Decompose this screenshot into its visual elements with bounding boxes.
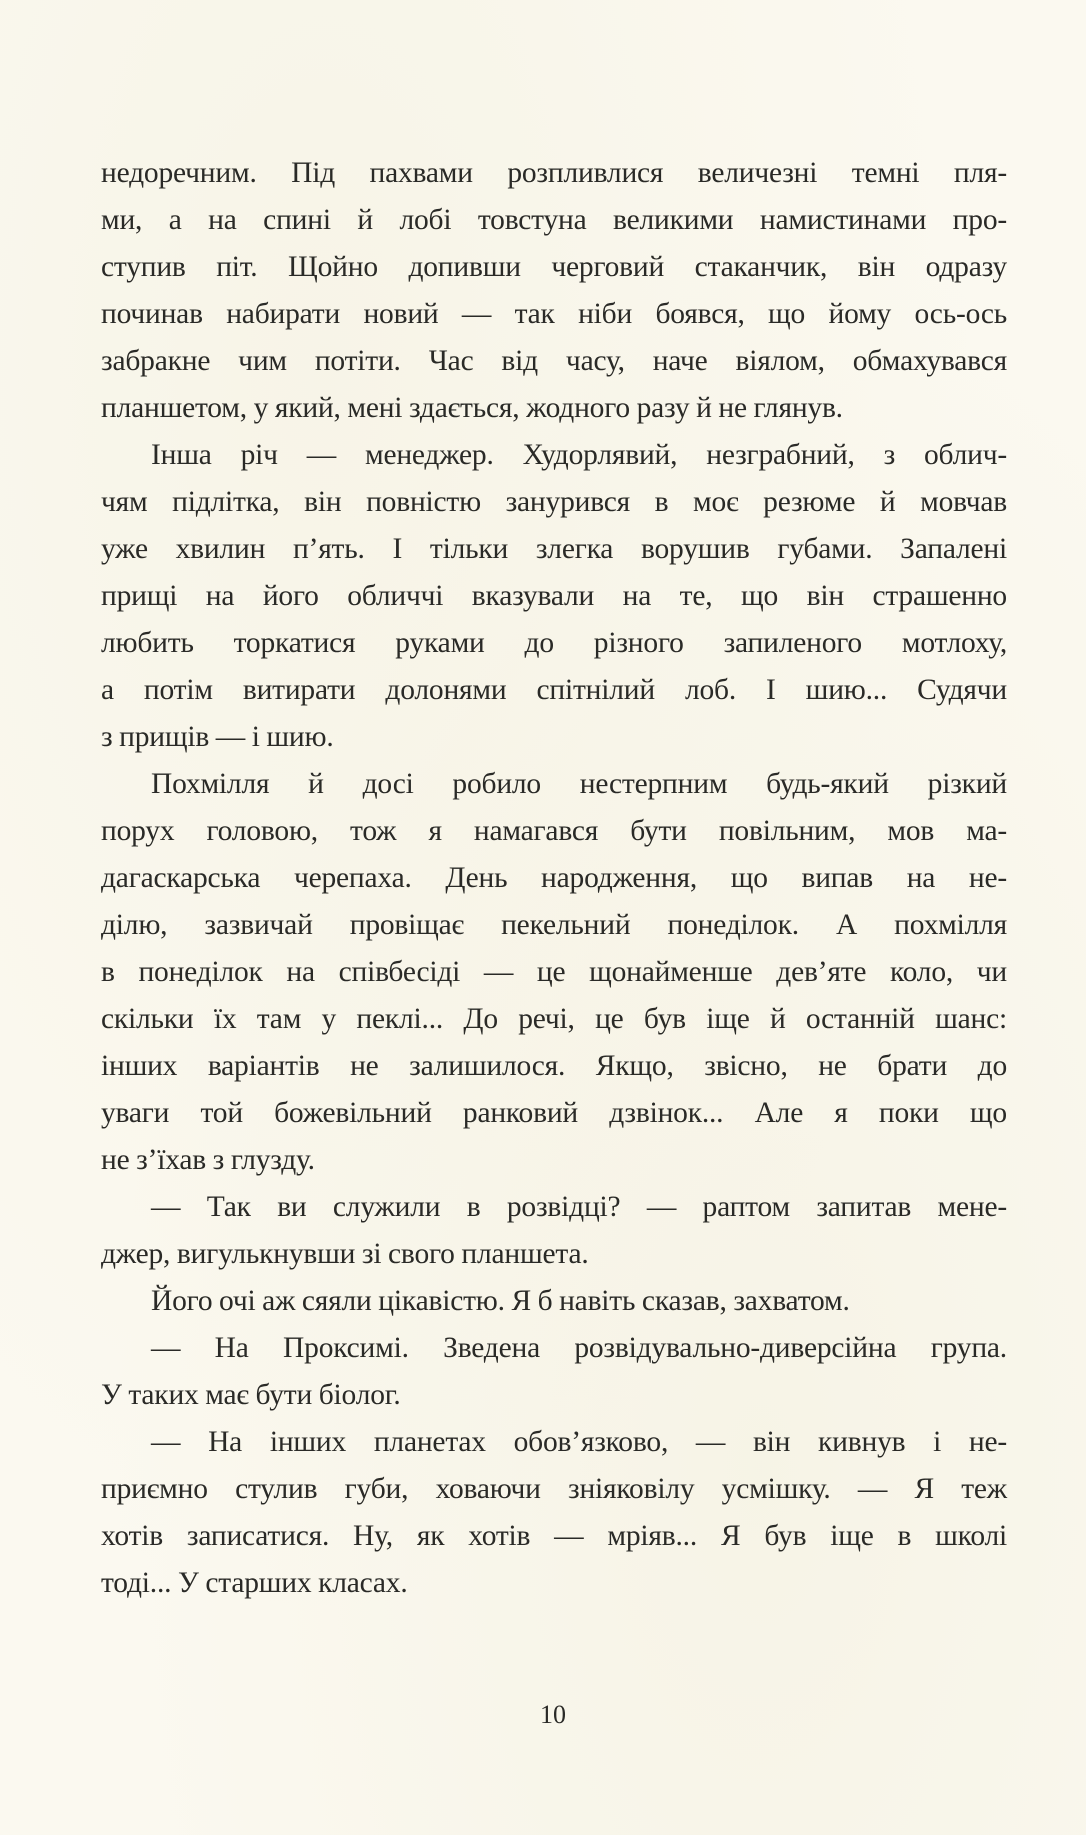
page-number: 10 — [540, 1700, 566, 1729]
text-line: в понеділок на співбесіді — це щонайменше дев’яте коло, чи — [101, 956, 1007, 988]
text-line: не з’їхав з глузду. — [101, 1144, 315, 1176]
text-line: з прищів — і шию. — [101, 721, 334, 753]
text-line: інших варіантів не залишилося. Якщо, звісно, не брати до — [101, 1050, 1007, 1082]
text-line: чям підлітка, він повністю занурився в моє резюме й мовчав — [101, 486, 1007, 518]
text-line: забракне чим потіти. Час від часу, наче віялом, обмахувався — [101, 345, 1007, 377]
text-line: Його очі аж сяяли цікавістю. Я б навіть сказав, захватом. — [151, 1285, 850, 1317]
text-line: — На Проксимі. Зведена розвідувально-диверсійна група. — [151, 1332, 1007, 1364]
text-line: а потім витирати долонями спітнілий лоб. І шию... Судячи — [101, 674, 1007, 706]
text-line: скільки їх там у пеклі... До речі, це був іще й останній шанс: — [101, 1003, 1007, 1035]
text-line: недоречним. Під пахвами розпливлися величезні темні пля- — [101, 157, 1007, 189]
text-line: У таких має бути біолог. — [101, 1379, 401, 1411]
text-line: починав набирати новий — так ніби боявся, що йому ось-ось — [101, 298, 1007, 330]
text-line: приємно стулив губи, ховаючи зніяковілу усмішку. — Я теж — [101, 1473, 1007, 1505]
body-text — [101, 150, 1007, 1607]
text-line: уже хвилин п’ять. І тільки злегка ворушив губами. Запалені — [101, 533, 1007, 565]
text-line: Похмілля й досі робило нестерпним будь-який різкий — [151, 768, 1007, 800]
text-line: ми, а на спині й лобі товстуна великими намистинами про- — [101, 204, 1007, 236]
text-line: любить торкатися руками до різного запиленого мотлоху, — [101, 627, 1007, 659]
text-line: ділю, зазвичай провіщає пекельний понеділок. А похмілля — [101, 909, 1007, 941]
text-line: прищі на його обличчі вказували на те, що він страшенно — [101, 580, 1007, 612]
text-line: джер, вигулькнувши зі свого планшета. — [101, 1238, 589, 1270]
text-line: — На інших планетах обов’язково, — він кивнув і не- — [151, 1426, 1007, 1458]
text-line: Інша річ — менеджер. Худорлявий, незграбний, з облич- — [151, 439, 1007, 471]
text-line: ступив піт. Щойно допивши черговий стаканчик, він одразу — [101, 251, 1007, 283]
text-line: дагаскарська черепаха. День народження, що випав на не- — [101, 862, 1007, 894]
text-line: тоді... У старших класах. — [101, 1567, 408, 1599]
text-line: уваги той божевільний ранковий дзвінок... Але я поки що — [101, 1097, 1007, 1129]
text-line: — Так ви служили в розвідці? — раптом запитав мене- — [151, 1191, 1007, 1223]
text-line: планшетом, у який, мені здається, жодного разу й не глянув. — [101, 392, 843, 424]
text-line: хотів записатися. Ну, як хотів — мріяв... Я був іще в школі — [101, 1520, 1007, 1552]
text-line: порух головою, тож я намагався бути повільним, мов ма- — [101, 815, 1007, 847]
